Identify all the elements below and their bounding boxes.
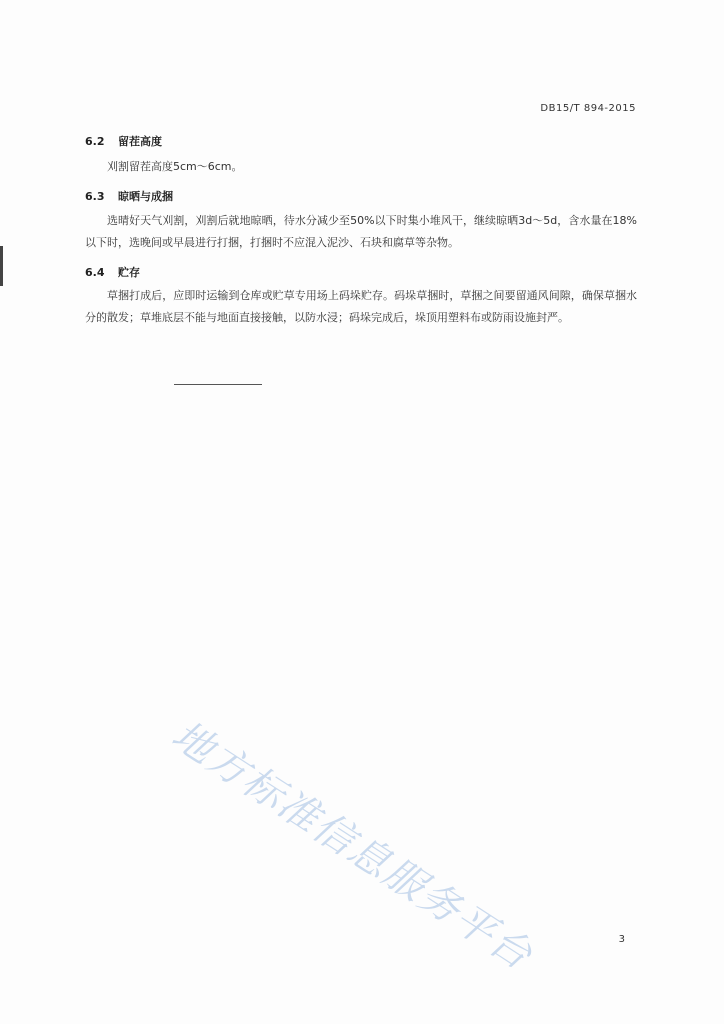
scan-edge-mark (0, 246, 3, 286)
page-number: 3 (618, 934, 625, 945)
watermark: 地方标准信息服务平台 (163, 712, 541, 980)
section-number: 6.4 (85, 266, 105, 279)
section-title: 贮存 (118, 266, 140, 279)
section-number: 6.3 (85, 190, 105, 203)
end-rule (174, 384, 262, 385)
section-title: 留茬高度 (118, 135, 162, 148)
section-title: 晾晒与成捆 (118, 190, 173, 203)
section-paragraph: 选晴好天气刈割，刈割后就地晾晒，待水分减少至50%以下时集小堆风干，继续晾晒3d～5d，含水量在18%以下时，选晚间或早晨进行打捆，打捆时不应混入泥沙、石块和腐草等杂物。 (85, 214, 637, 249)
standard-code: DB15/T 894-2015 (540, 103, 636, 114)
section-paragraph: 草捆打成后，应即时运输到仓库或贮草专用场上码垛贮存。码垛草捆时，草捆之间要留通风间隙，确保草捆水分的散发；草堆底层不能与地面直接接触，以防水浸；码垛完成后，垛顶用塑料布或防雨设施封严。 (85, 289, 637, 324)
section-heading-6-3 (85, 188, 173, 204)
section-paragraph: 刈割留茬高度5cm～6cm。 (107, 160, 243, 173)
section-heading-6-4 (85, 264, 140, 280)
section-number: 6.2 (85, 135, 105, 148)
section-heading-6-2 (85, 133, 162, 149)
